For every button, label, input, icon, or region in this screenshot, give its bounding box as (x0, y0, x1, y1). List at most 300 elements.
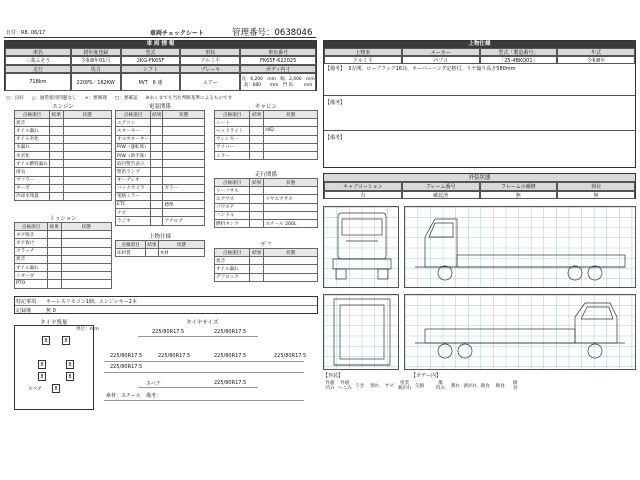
ex-h-frame: フレーム番号 (402, 182, 480, 191)
ex-v-caution: 有 (324, 191, 402, 199)
tire-remarks: 備考： (146, 393, 162, 399)
tire-lines (138, 336, 258, 337)
vh-h-mileage: 走行 (5, 65, 71, 73)
item-state (63, 151, 111, 159)
vh-h-brake: ブレーキ (180, 65, 240, 73)
management-number: 管理番号：0638046 (232, 28, 313, 38)
marks-body-label: 【ボデー内】 (411, 373, 442, 379)
table-row (116, 201, 205, 209)
table-row (15, 143, 112, 151)
table-row (15, 231, 112, 239)
table-row (116, 160, 205, 168)
item-label: マフラー (15, 176, 50, 184)
item-label: スターター (116, 127, 151, 135)
upper-title: 上物仕様 (148, 234, 171, 240)
item-state (163, 168, 205, 176)
item-state (163, 143, 205, 151)
item-result (49, 168, 63, 176)
item-result (150, 217, 162, 225)
ex-h-caution: キャブコーション (324, 182, 402, 191)
marks-exterior-label: 【外装】 (323, 373, 344, 379)
diff-tbl-header-0: 点検項目 (215, 249, 250, 257)
item-label: オイル漏れ (215, 265, 250, 273)
damage-mark-text: 剥がれ (463, 383, 478, 389)
item-result (150, 209, 162, 217)
table-row (15, 272, 112, 280)
item-label: バックカメラ (116, 184, 151, 192)
item-state (264, 211, 318, 219)
table-row (215, 273, 318, 281)
tire-size-7: 225/80R17.5 (110, 364, 143, 370)
item-result (47, 272, 61, 280)
damage-mark-6 (413, 381, 427, 393)
item-result (49, 184, 63, 192)
running-section (214, 170, 318, 228)
table-row (215, 195, 318, 203)
item-state (63, 119, 111, 127)
record-label: 記録簿 (16, 308, 32, 314)
table-row (215, 187, 318, 195)
running-tbl-header-2: 状態 (264, 179, 318, 187)
item-label: ナビ (116, 209, 151, 217)
item-state (163, 119, 205, 127)
item-result (250, 219, 264, 227)
table-row (215, 135, 318, 143)
tire-spare-label: スペア (28, 387, 42, 392)
item-label: ハンドル (215, 211, 250, 219)
us-notes-label: 【備考】 (325, 66, 346, 72)
item-result (250, 195, 264, 203)
table-row (15, 176, 112, 184)
item-state: HID (264, 127, 318, 135)
item-result (146, 249, 158, 257)
item-label: オイル漏れ (15, 127, 50, 135)
damage-mark-3 (368, 381, 382, 393)
engine-title: エンジン (52, 104, 74, 110)
damage-mark-text: 塗装 (399, 381, 410, 387)
table-row (116, 209, 205, 217)
table-row (15, 247, 112, 255)
vh-v-mileage: 718km (5, 73, 71, 91)
damage-mark-8 (448, 381, 462, 393)
tire-unit: 単位：mm (76, 327, 99, 332)
item-state (264, 203, 318, 211)
damage-mark-0 (323, 381, 337, 393)
upper-tbl-header-1: 結果 (146, 241, 158, 249)
item-label: 異音 (15, 119, 50, 127)
vh-h-body: ボディ内寸 (240, 65, 316, 73)
ex-v-repair: 無 (480, 191, 558, 199)
tire-slot-5: 8 (38, 372, 46, 381)
tire-slot-1: 8 (42, 336, 50, 345)
tire-slot-2: 8 (62, 336, 70, 345)
truck-front-diagram (323, 206, 399, 288)
ex-h-bed: 荷台 (557, 182, 635, 191)
upper-spec-section (323, 40, 636, 168)
item-label: 異音 (215, 257, 250, 265)
item-state: アナログ (163, 217, 205, 225)
item-state: スチール 200L (264, 219, 318, 227)
truck-top-diagram (323, 294, 399, 370)
item-label: 水劣化 (15, 151, 50, 159)
item-state (63, 168, 111, 176)
mission-section (14, 214, 112, 289)
item-label: エアサス (215, 195, 250, 203)
notes-section (14, 296, 318, 314)
item-result (250, 127, 264, 135)
tire-size-4: 225/80R17.5 (158, 353, 191, 359)
item-state (61, 272, 111, 280)
item-label: ギア抜け (15, 239, 48, 247)
tire-title: タイヤ残量 (40, 320, 68, 326)
diff-tbl-header-2: 状態 (264, 249, 318, 257)
item-label: パワステ (215, 203, 250, 211)
item-label: P/W（運転席） (116, 143, 151, 151)
truck-side-diagram (404, 206, 636, 288)
item-result (250, 273, 264, 281)
legend-note: ※あくまでも当社判断基準によるものです (145, 96, 233, 101)
item-label: リターダ (15, 272, 48, 280)
upper-section (115, 232, 205, 257)
legend-repair: ×：要修理 (84, 96, 107, 101)
item-state (63, 192, 111, 200)
damage-mark-2 (353, 381, 367, 393)
item-result (150, 135, 162, 143)
item-state (63, 176, 111, 184)
table-row (15, 119, 112, 127)
item-result (47, 239, 61, 247)
item-label: ターボ (15, 184, 50, 192)
item-state (61, 255, 111, 263)
item-result (250, 187, 264, 195)
vh-h-power: 馬力 (71, 65, 121, 73)
tire-size-title: タイヤサイズ (186, 320, 219, 326)
item-state (163, 151, 205, 159)
vehicle-info-title: 車 両 情 報 (5, 41, 316, 48)
tire-spare-value: 8 (52, 384, 60, 393)
electrical-tbl-header-2: 状態 (163, 111, 205, 119)
item-state (264, 143, 318, 151)
ex-h-repair: フレームの補修 (480, 182, 558, 191)
vh-v-name: 三菱ふそう (5, 56, 71, 65)
header-rule (4, 37, 316, 38)
us-v-year: 令和8年 (557, 56, 635, 64)
item-state (264, 135, 318, 143)
item-result (49, 127, 63, 135)
ex-v-bed: 無 (557, 191, 635, 199)
item-result (47, 247, 61, 255)
item-state (163, 160, 205, 168)
item-state (163, 176, 205, 184)
table-row (15, 127, 112, 135)
us-v-name: アルミ平 (324, 56, 402, 64)
special-value: キーレスリモコン1個、エンジンキー2本 (46, 298, 137, 305)
date-label: 日付：R8. 06/17 (6, 30, 46, 36)
item-result (250, 265, 264, 273)
item-result (250, 143, 264, 151)
damage-mark-text: 外板 (340, 381, 350, 387)
damage-mark-7 (433, 381, 447, 393)
item-label: オイル漏れ (15, 263, 48, 271)
diff-title: デフ (260, 242, 272, 248)
item-state (63, 160, 111, 168)
sheet-title: 車両チェックシート (150, 30, 204, 37)
item-result (150, 201, 162, 209)
vh-h-name: 車名 (5, 48, 71, 56)
vehicle-info-section (4, 40, 317, 91)
table-row (116, 184, 205, 192)
item-state (63, 143, 111, 151)
item-label: 燃料タンク (215, 219, 250, 227)
damage-mark-text: 凹み (435, 386, 446, 391)
table-row (116, 151, 205, 159)
item-label: 異音 (15, 255, 48, 263)
tire-material: 素材：スチール (106, 393, 141, 399)
exterior-section (323, 173, 636, 199)
vh-h-shift: シフト (121, 65, 181, 73)
item-label: PTO (15, 280, 48, 288)
item-label: ワイパー (215, 143, 250, 151)
item-result (150, 143, 162, 151)
table-row (116, 135, 205, 143)
table-row (15, 135, 112, 143)
vh-v-chassis: FK65F-622025 (240, 56, 316, 65)
tire-size-5: 225/80R17.5 (214, 353, 247, 359)
item-label: オルタネーター (116, 135, 151, 143)
item-state (163, 135, 205, 143)
item-state (63, 135, 111, 143)
damage-mark-1 (338, 381, 352, 393)
item-result (49, 160, 63, 168)
tire-size-6: 225/80R17.5 (274, 353, 307, 359)
table-row (15, 192, 112, 200)
truck-side-diagram-2 (404, 294, 636, 370)
diff-tbl-header-1: 結果 (250, 249, 264, 257)
electrical-tbl-header-0: 点検項目 (116, 111, 151, 119)
damage-mark-text: 傷 (438, 381, 443, 387)
item-label: リーフサス (215, 187, 250, 195)
table-row (116, 249, 205, 257)
item-result (49, 135, 63, 143)
engine-tbl-header-2: 状態 (63, 111, 111, 119)
upper-tbl-header-2: 状態 (158, 241, 204, 249)
item-label: 警笛ランプ (116, 168, 151, 176)
item-result (150, 151, 162, 159)
damage-mark-text: 腐 (512, 381, 518, 387)
tire-diagram (14, 325, 94, 410)
item-result (49, 151, 63, 159)
upper-spec-title: 上物仕様 (324, 41, 635, 48)
item-label: P/W（助手席） (116, 151, 151, 159)
item-result (150, 184, 162, 192)
table-row (116, 143, 205, 151)
item-state (61, 263, 111, 271)
item-label: オイル劣化 (15, 135, 50, 143)
mission-tbl-header-2: 状態 (61, 223, 111, 231)
table-row (15, 239, 112, 247)
table-row (215, 127, 318, 135)
item-result (150, 176, 162, 184)
item-result (150, 160, 162, 168)
cabin-section (214, 102, 318, 160)
item-label: 冷却水残量 (15, 192, 50, 200)
item-state (163, 192, 205, 200)
table-row (215, 219, 318, 227)
running-tbl-header-1: 結果 (250, 179, 264, 187)
vh-h-chassis: 車台番号 (240, 48, 316, 56)
vh-v-shift: M/T 6 速 (121, 73, 181, 91)
item-label: オーディオ (116, 176, 151, 184)
exterior-title: 外装状態 (324, 174, 635, 182)
damage-mark-11 (493, 381, 507, 393)
table-row (215, 265, 318, 273)
tire-size-3: 225/80R17.5 (110, 353, 143, 359)
table-row (116, 176, 205, 184)
item-label: クラッチ (15, 247, 48, 255)
item-result (250, 211, 264, 219)
table-row (215, 203, 318, 211)
body-dim-1: 長：6,200 mm 幅：2,400 mm (241, 77, 315, 82)
engine-tbl-header-0: 点検項目 (15, 111, 50, 119)
item-result (150, 168, 162, 176)
damage-mark-text: へこみ (337, 386, 352, 391)
item-label: ウィンカー (215, 135, 250, 143)
table-row (15, 280, 112, 288)
vh-v-shape: アルミ平 (180, 56, 240, 65)
item-state (61, 231, 111, 239)
item-state: リヤエアサス (264, 195, 318, 203)
item-state: 標準 (163, 201, 205, 209)
item-result (250, 257, 264, 265)
damage-mark-text: 欠損 (414, 383, 425, 389)
damage-mark-text: 割れ (450, 383, 460, 389)
tire-size-1: 225/80R17.5 (152, 329, 185, 335)
damage-mark-12 (508, 381, 522, 393)
table-row (15, 263, 112, 271)
table-row (116, 168, 205, 176)
cabin-tbl-header-2: 状態 (264, 111, 318, 119)
engine-tbl-header-1: 結果 (49, 111, 63, 119)
table-row (15, 168, 112, 176)
table-row (116, 217, 205, 225)
tire-lines-3 (104, 372, 304, 373)
tire-lines-5 (104, 400, 304, 401)
vh-v-model: 2KG-FK65F (121, 56, 181, 65)
mission-title: ミッション (49, 216, 77, 222)
item-state (61, 280, 111, 288)
us-h-year: 年式 (557, 48, 635, 56)
table-row (215, 257, 318, 265)
item-label: デフロック (215, 273, 250, 281)
item-state (163, 209, 205, 217)
tire-spare-size: 225/80R17.5 (214, 380, 247, 386)
item-result (150, 127, 162, 135)
damage-mark-text: 腐食 (495, 383, 505, 389)
item-result (49, 176, 63, 184)
item-label: 取付警告表示 (116, 160, 151, 168)
damage-mark-text: 腐食 (480, 383, 490, 389)
damage-mark-text: 凹み (325, 386, 335, 391)
electrical-tbl-header-1: 結果 (150, 111, 162, 119)
item-label: ヘッドライト (215, 127, 250, 135)
item-state: 木材 (158, 249, 204, 257)
table-row (215, 119, 318, 127)
item-result (47, 280, 61, 288)
table-row (215, 143, 318, 151)
legend-good: ○：良好 (6, 96, 24, 101)
us-notes2-label: 【備考】 (325, 100, 346, 106)
damage-mark-text: うき (355, 383, 365, 389)
item-state (264, 119, 318, 127)
us-h-name: 上物名 (324, 48, 402, 56)
record-value: 無 0 (46, 308, 56, 314)
upper-tbl-header-0: 点検項目 (116, 241, 146, 249)
tire-size-2: 225/80R17.5 (214, 329, 247, 335)
item-label: 水漏れ (15, 143, 50, 151)
vh-v-body (240, 73, 316, 91)
table-row (215, 151, 318, 159)
damage-mark-10 (478, 381, 492, 393)
electrical-section (115, 102, 205, 226)
item-state (264, 151, 318, 159)
tire-slot-3: 8 (38, 360, 46, 369)
legend-check: □：要確認 (114, 96, 138, 101)
item-result (49, 143, 63, 151)
item-label: シート (215, 119, 250, 127)
item-label: 床材質 (116, 249, 146, 257)
item-result (250, 135, 264, 143)
damage-mark-9 (463, 381, 477, 393)
vh-v-brake: エアー (180, 73, 240, 91)
item-state (61, 239, 111, 247)
running-tbl-header-0: 点検項目 (215, 179, 250, 187)
marks-section (323, 372, 523, 393)
item-state (63, 127, 111, 135)
table-row (15, 160, 112, 168)
damage-mark-text: 剥がれ (397, 386, 412, 391)
tire-slot-6: 8 (66, 372, 74, 381)
tire-section (14, 318, 318, 410)
table-row (15, 255, 112, 263)
us-h-model: 型式「製造番号」 (480, 48, 558, 56)
cabin-tbl-header-0: 点検項目 (215, 111, 250, 119)
item-result (250, 119, 264, 127)
vh-v-reg: 令和8年01月 (71, 56, 121, 65)
item-label: ミラー (215, 151, 250, 159)
tire-lines-2 (104, 361, 304, 362)
item-label: ラジオ (116, 217, 151, 225)
tire-spare-size-label: スペア (146, 381, 162, 387)
diff-section (214, 240, 318, 282)
item-result (150, 192, 162, 200)
item-result (250, 203, 264, 211)
vh-h-shape: 形状 (180, 48, 240, 56)
item-state (264, 187, 318, 195)
us-v-model: 「25-4BKQ01」 (480, 56, 558, 64)
us-h-maker: メーカー (402, 48, 480, 56)
table-row (215, 211, 318, 219)
damage-mark-5 (398, 381, 412, 393)
mission-tbl-header-0: 点検項目 (15, 223, 48, 231)
special-label: 特記事項 (16, 298, 37, 305)
item-label: ETC (116, 201, 151, 209)
item-result (150, 119, 162, 127)
item-label: エアコン (116, 119, 151, 127)
tire-slot-4: 8 (66, 360, 74, 369)
table-row (116, 127, 205, 135)
item-state (61, 247, 111, 255)
vh-h-model: 型式 (121, 48, 181, 56)
